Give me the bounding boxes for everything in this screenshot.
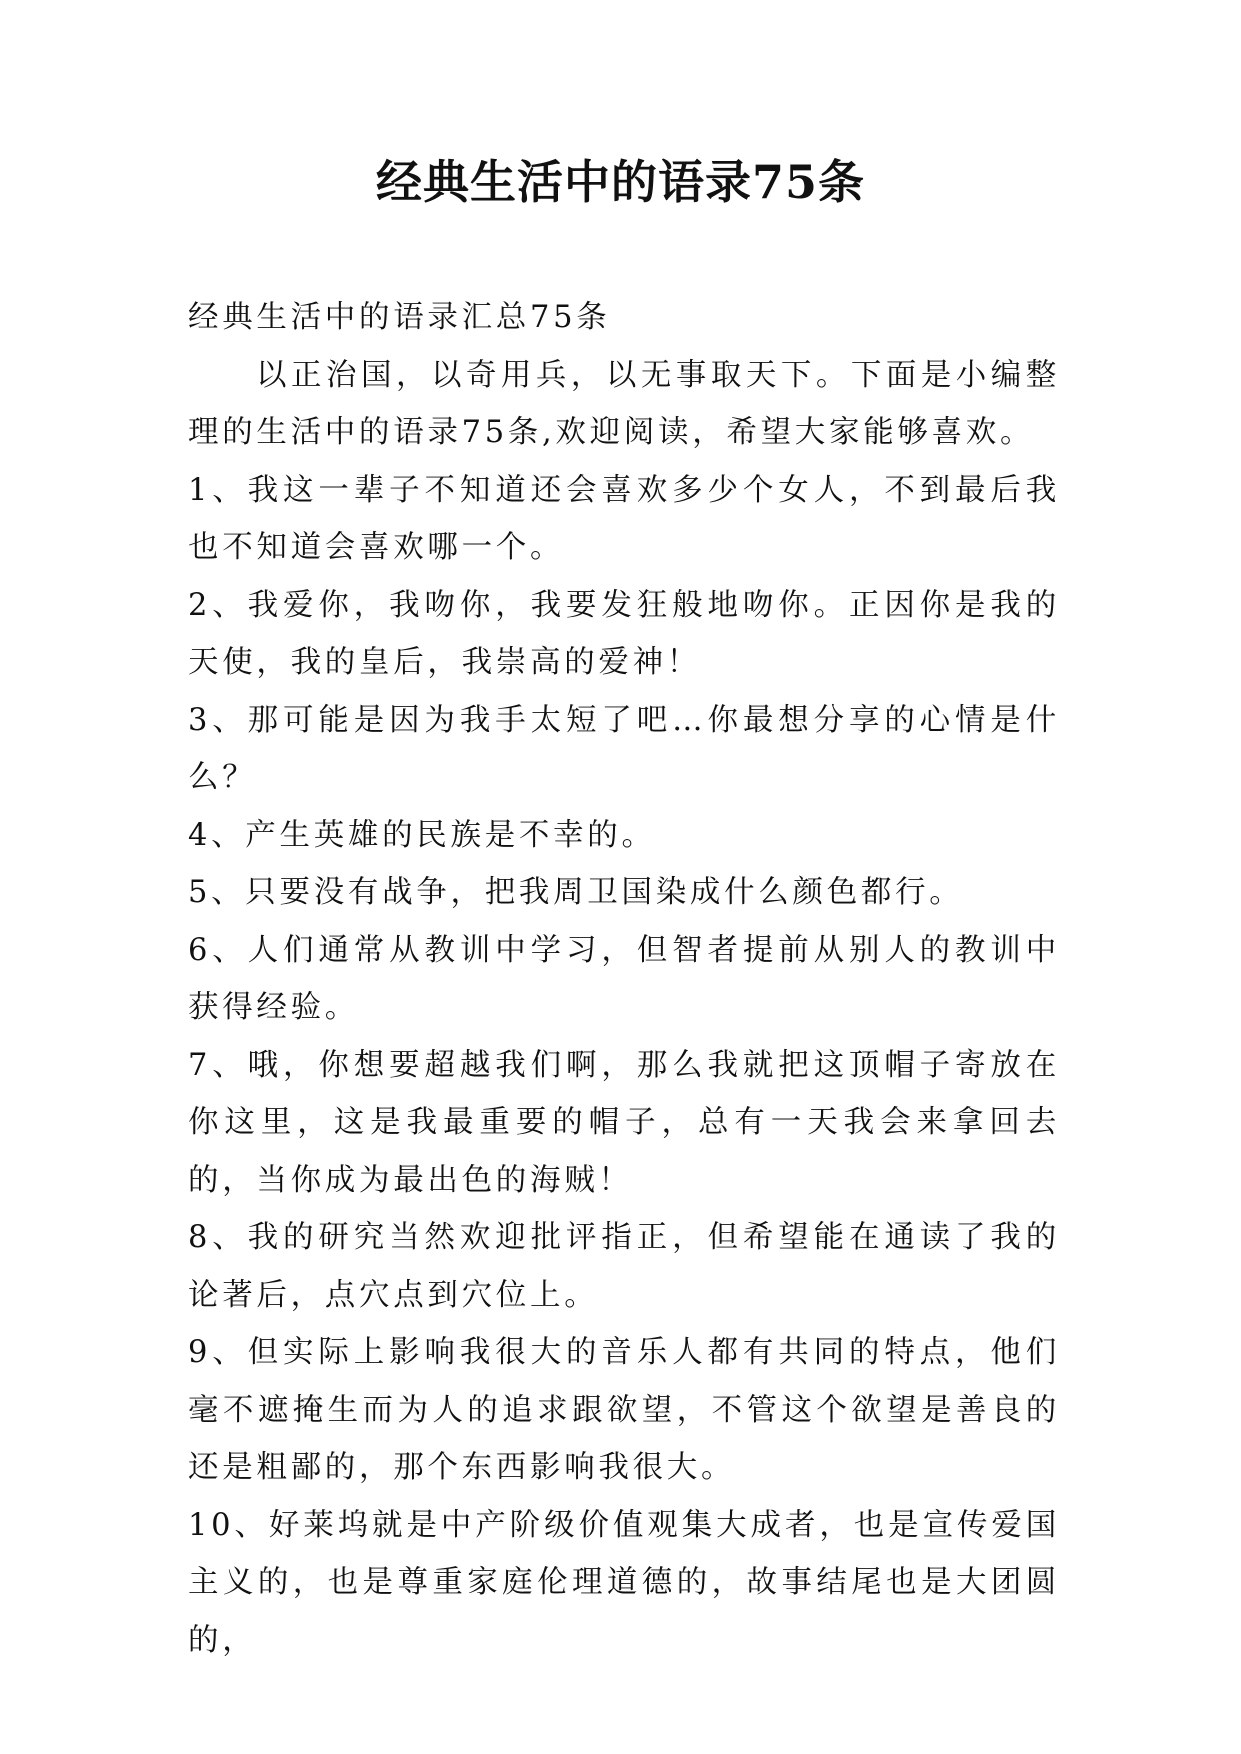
quote-item-8: 8、我的研究当然欢迎批评指正，但希望能在通读了我的论著后，点穴点到穴位上。 [188, 1220, 1060, 1313]
quote-item-4: 4、产生英雄的民族是不幸的。 [188, 817, 656, 853]
quote-item-1: 1、我这一辈子不知道还会喜欢多少个女人，不到最后我也不知道会喜欢哪一个。 [188, 472, 1060, 565]
quote-item-10: 10、好莱坞就是中产阶级价值观集大成者，也是宣传爱国主义的，也是尊重家庭伦理道德的，故事结尾也是大团圆的， [188, 1507, 1060, 1658]
quote-item-5: 5、只要没有战争，把我周卫国染成什么颜色都行。 [188, 875, 964, 910]
quote-item-9: 9、但实际上影响我很大的音乐人都有共同的特点，他们毫不遮掩生而为人的追求跟欲望，不管这个欲望是善良的还是粗鄙的，那个东西影响我很大。 [188, 1335, 1060, 1485]
quote-item-6: 6、人们通常从教训中学习，但智者提前从别人的教训中获得经验。 [188, 932, 1060, 1025]
document-subtitle: 经典生活中的语录汇总75条 [188, 300, 611, 335]
intro-paragraph: 以正治国，以奇用兵，以无事取天下。下面是小编整理的生活中的语录75条,欢迎阅读，希望大家能够喜欢。 [188, 357, 1060, 450]
quote-item-3: 3、那可能是因为我手太短了吧…你最想分享的心情是什么？ [188, 702, 1060, 795]
document-body [188, 289, 1060, 1669]
quote-item-2: 2、我爱你，我吻你，我要发狂般地吻你。正因你是我的天使，我的皇后，我崇高的爱神！ [188, 587, 1060, 680]
quote-item-7: 7、哦，你想要超越我们啊，那么我就把这顶帽子寄放在你这里，这是我最重要的帽子，总有一天我会来拿回去的，当你成为最出色的海贼！ [188, 1047, 1060, 1198]
document-title: 经典生活中的语录75条 [375, 155, 865, 209]
